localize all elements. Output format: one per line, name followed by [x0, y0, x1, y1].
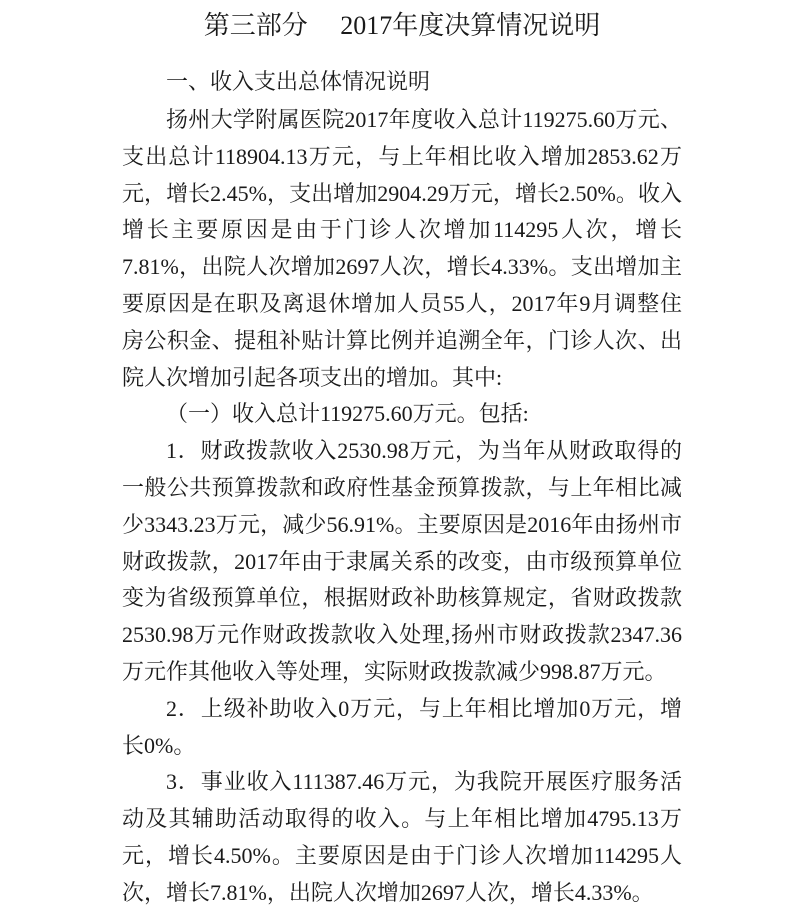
document-title: 第三部分 2017年度决算情况说明 [203, 11, 601, 40]
paragraph-item-1-fiscal-appropriation-income: 1．财政拨款收入2530.98万元，为当年从财政取得的一般公共预算拨款和政府性基金预算拨款，与上年相比减少3343.23万元，减少56.91%。主要原因是2016年由扬州市财政拨款，2017年由于隶属关系的改变，由市级预算单位变为省级预算单位，根据财政补助核算规定，省财政拨款2530.98万元作财政拨款收入处理,扬州市财政拨款2347.36万元作其他收入等处理，实际财政拨款减少998.87万元。 [122, 438, 682, 684]
paragraph-overview: 扬州大学附属医院2017年度收入总计119275.60万元、支出总计118904.13万元，与上年相比收入增加2853.62万元，增长2.45%，支出增加2904.29万元，增长2.50%。收入增长主要原因是由于门诊人次增加114295人次，增长7.81%，出院人次增加2697人次，增长4.33%。支出增加主要原因是在职及离退休增加人员55人，2017年9月调整住房公积金、提租补贴计算比例并追溯全年，门诊人次、出院人次增加引起各项支出的增加。其中: [122, 107, 682, 390]
section-heading-income-expenditure-overview: 一、收入支出总体情况说明 [166, 69, 431, 94]
paragraph-income-total: （一）收入总计119275.60万元。包括: [166, 401, 529, 427]
paragraph-item-3-operating-income: 3．事业收入111387.46万元，为我院开展医疗服务活动及其辅助活动取得的收入。与上年相比增加4795.13万元，增长4.50%。主要原因是由于门诊人次增加114295人次，增长7.81%，出院人次增加2697人次，增长4.33%。 [122, 769, 682, 905]
paragraph-item-2-superior-subsidy-income: 2．上级补助收入0万元，与上年相比增加0万元，增长0%。 [122, 695, 682, 758]
